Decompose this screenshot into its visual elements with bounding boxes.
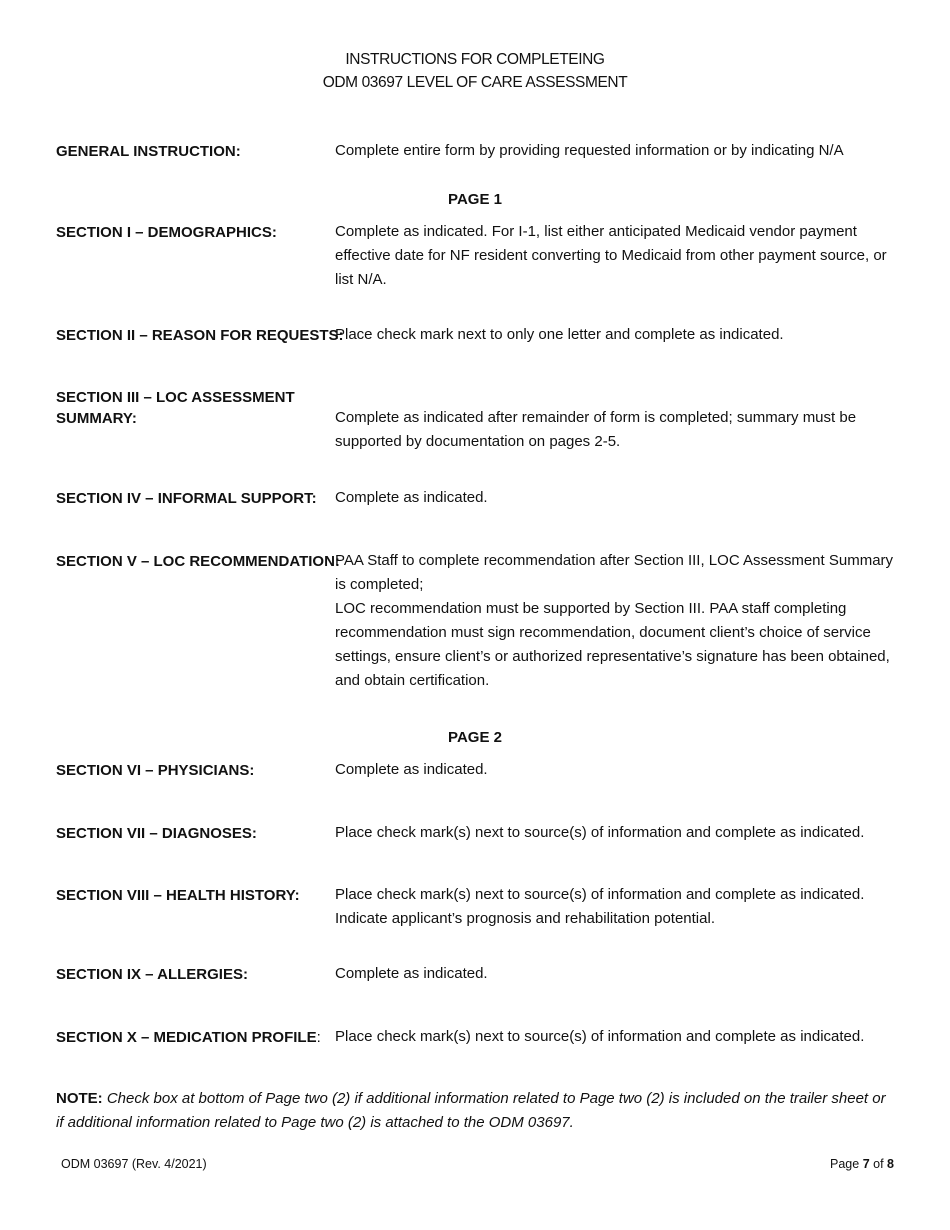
section-8-text-line-2: Indicate applicant’s prognosis and rehabilitation potential. xyxy=(335,910,715,927)
section-1-text: Complete as indicated. For I-1, list either anticipated Medicaid vendor payment effective date for NF resident converting to Medicaid from other payment source, or list N/A. xyxy=(335,223,887,288)
section-9-label: SECTION IX – ALLERGIES: xyxy=(56,966,248,983)
section-10-text: Place check mark(s) next to source(s) of information and complete as indicated. xyxy=(335,1028,865,1045)
section-4-label: SECTION IV – INFORMAL SUPPORT: xyxy=(56,490,317,507)
document-title-line-2: ODM 03697 LEVEL OF CARE ASSESSMENT xyxy=(322,74,628,91)
section-6-text: Complete as indicated. xyxy=(335,761,488,778)
note-text: Check box at bottom of Page two (2) if additional information related to Page two (2) is included on the trailer sheet or if additional information related to Page two (2) is attached to the ODM 03697. xyxy=(56,1090,886,1131)
section-5-text-part-1: PAA Staff to complete recommendation after Section III, LOC Assessment Summary is completed; xyxy=(335,552,894,593)
note-paragraph xyxy=(56,1087,896,1135)
page-1-heading: PAGE 1 xyxy=(448,191,502,208)
section-3-text: Complete as indicated after remainder of form is completed; summary must be supported by documentation on pages 2-5. xyxy=(335,409,857,450)
section-2-text: Place check mark next to only one letter and complete as indicated. xyxy=(335,326,784,343)
section-6-label: SECTION VI – PHYSICIANS: xyxy=(56,762,255,779)
section-9-text: Complete as indicated. xyxy=(335,965,488,982)
section-3-label-line-2: SUMMARY: xyxy=(56,410,137,427)
footer-page-word: Page xyxy=(830,1157,860,1171)
section-2-label: SECTION II – REASON FOR REQUESTS: xyxy=(56,327,344,344)
footer-form-id: ODM 03697 (Rev. 4/2021) xyxy=(61,1157,207,1171)
general-instruction-text: Complete entire form by providing requested information or by indicating N/A xyxy=(335,142,844,159)
section-4-text: Complete as indicated. xyxy=(335,489,488,506)
section-3-label-line-1: SECTION III – LOC ASSESSMENT xyxy=(56,389,295,406)
footer-of-word: of xyxy=(873,1157,884,1171)
section-7-label: SECTION VII – DIAGNOSES: xyxy=(56,825,257,842)
section-5-text-part-2: LOC recommendation must be supported by Section III. PAA staff completing recommendation must sign recommendation, document client’s choice of service settings, ensure client’s or authorized representative’s signature has been obtained, and obtain certification. xyxy=(335,600,890,689)
section-10-label xyxy=(56,1027,321,1048)
section-8-text-line-1: Place check mark(s) next to source(s) of information and complete as indicated. xyxy=(335,886,865,903)
document-title-line-1: INSTRUCTIONS FOR COMPLETEING xyxy=(345,51,605,68)
section-5-label: SECTION V – LOC RECOMMENDATION: xyxy=(56,553,340,570)
general-instruction-label: GENERAL INSTRUCTION: xyxy=(56,143,241,160)
section-7-text: Place check mark(s) next to source(s) of information and complete as indicated. xyxy=(335,824,865,841)
footer-page-current: 7 xyxy=(862,1157,870,1171)
section-3-label xyxy=(56,387,295,429)
footer-page-number xyxy=(830,1157,894,1171)
footer-page-total: 8 xyxy=(887,1157,894,1171)
section-8-label: SECTION VIII – HEALTH HISTORY: xyxy=(56,887,300,904)
section-1-label: SECTION I – DEMOGRAPHICS: xyxy=(56,224,277,241)
page-2-heading: PAGE 2 xyxy=(448,729,502,746)
section-10-label-text: SECTION X – MEDICATION PROFILE xyxy=(56,1029,317,1046)
note-label: NOTE: xyxy=(56,1090,103,1107)
section-8-text xyxy=(335,883,915,931)
section-5-text xyxy=(335,549,895,693)
section-10-label-colon: : xyxy=(316,1029,321,1046)
